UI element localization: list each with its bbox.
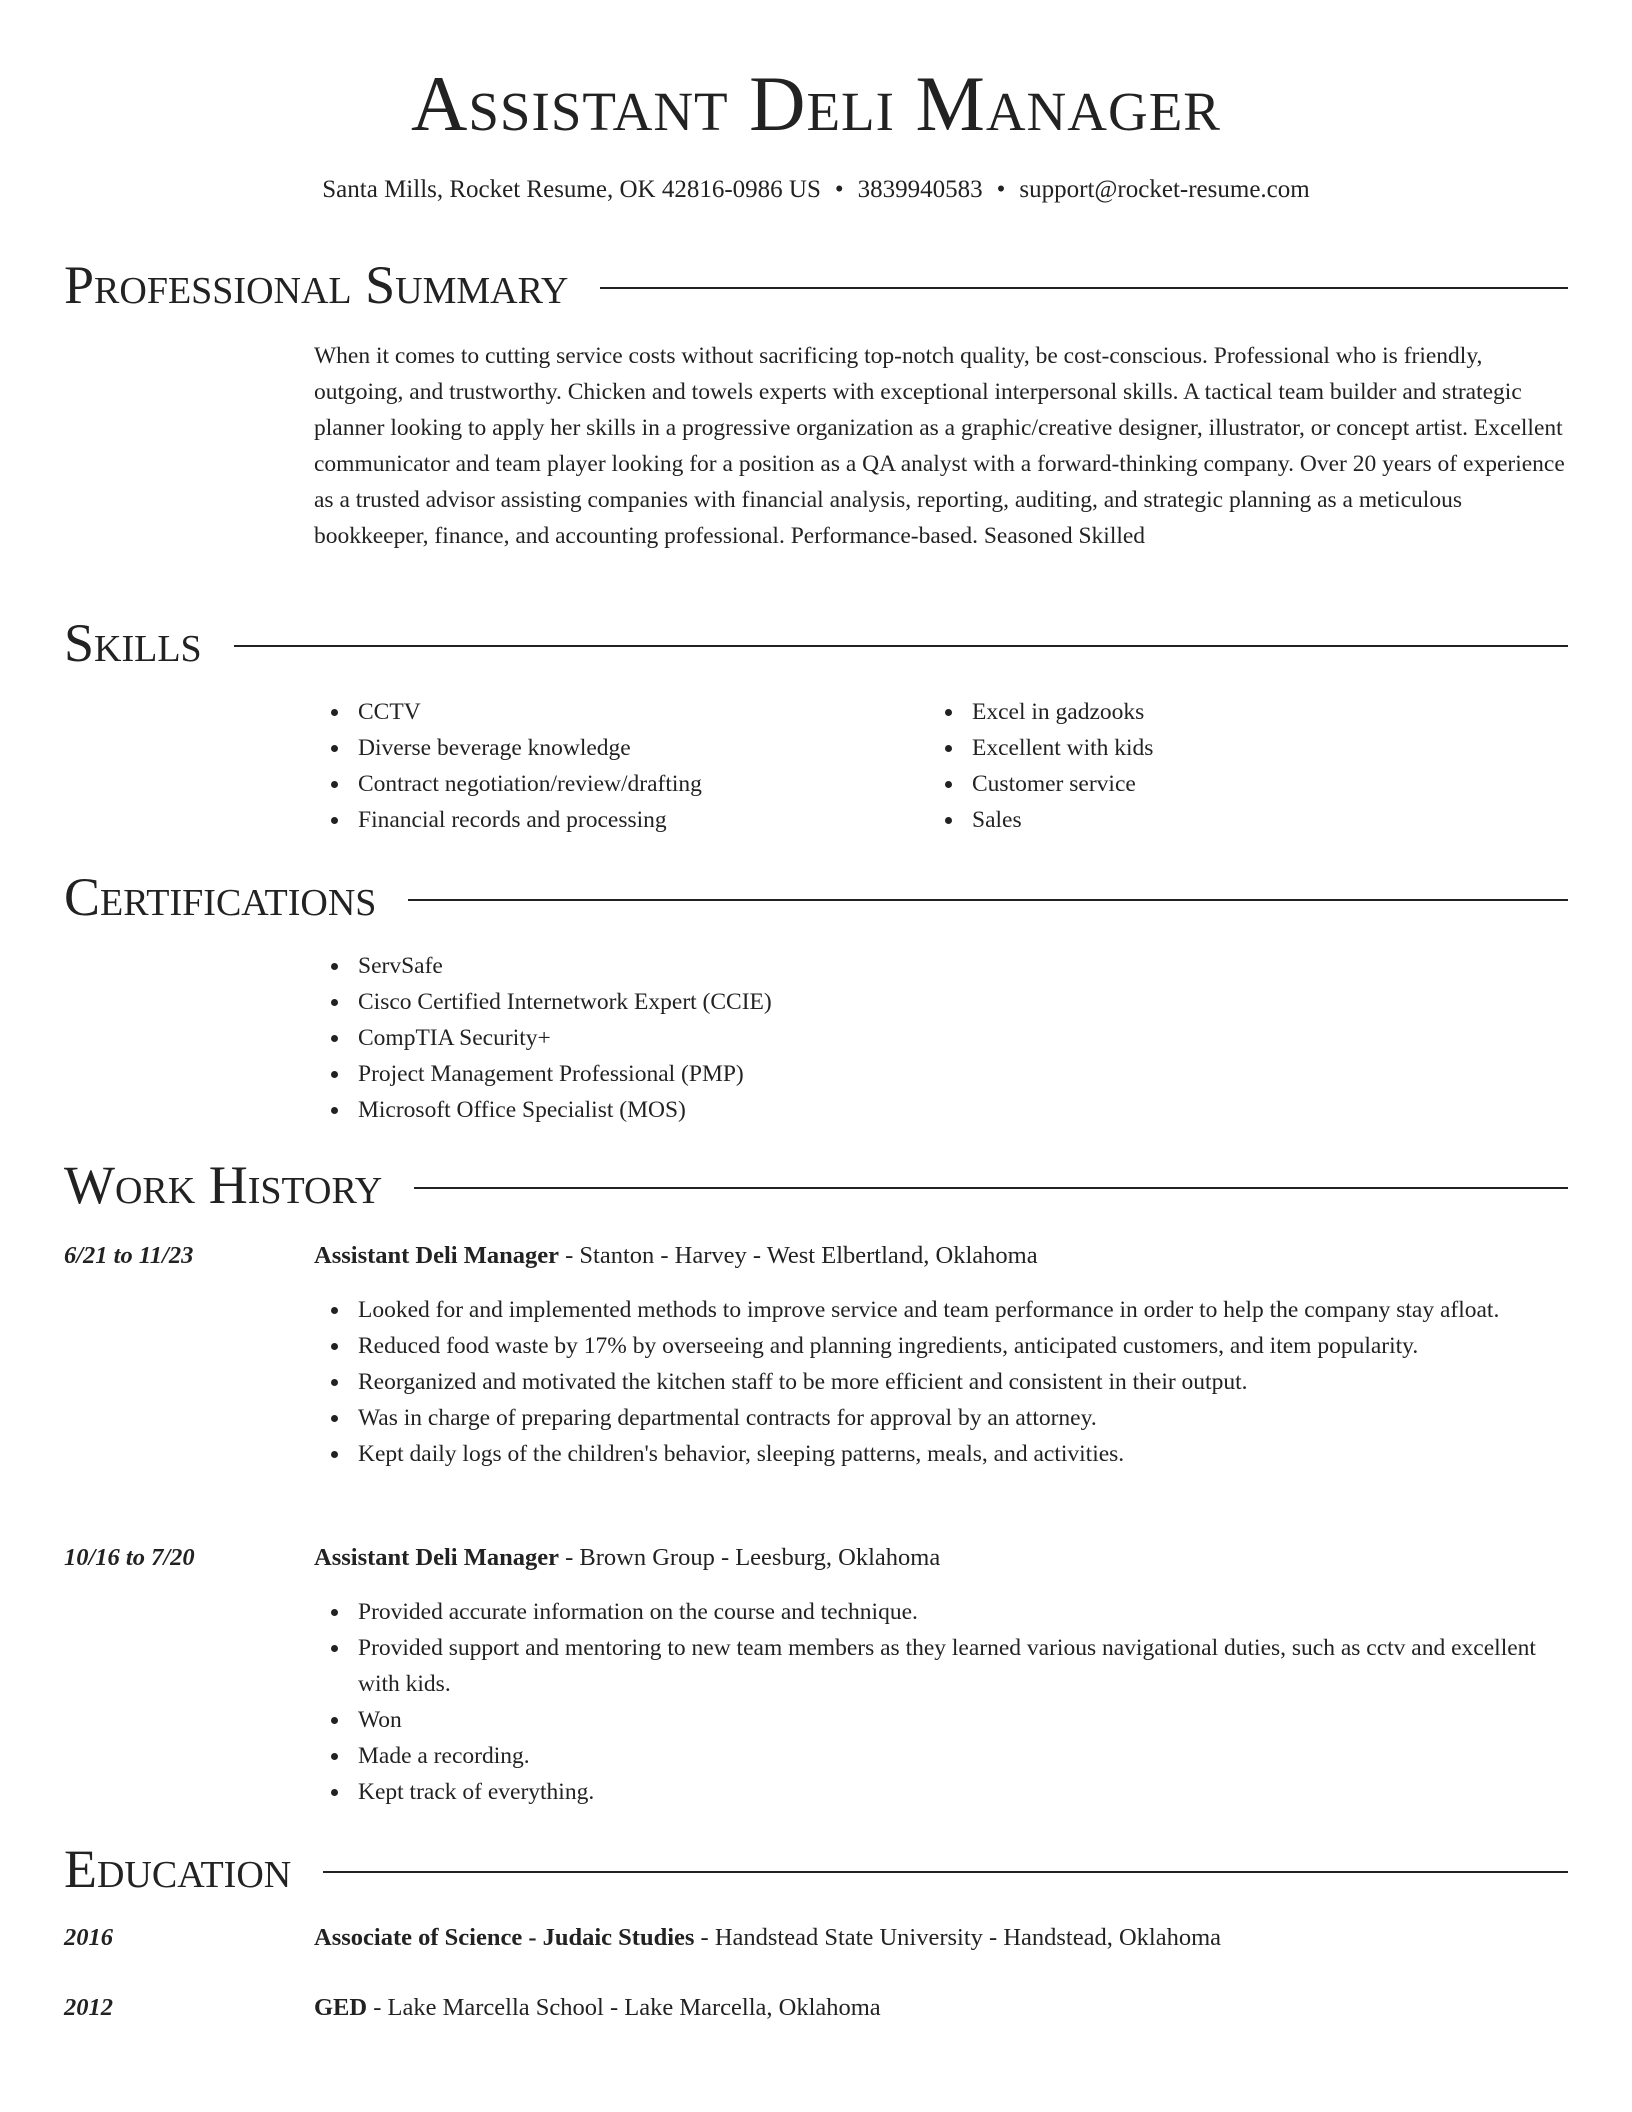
- job-bullet: Reduced food waste by 17% by overseeing and planning ingredients, anticipated customers, and item popularity.: [314, 1328, 1570, 1364]
- section-title-work-history: Work History: [64, 1155, 383, 1215]
- education-degree: GED: [314, 1994, 368, 2021]
- education-school-location: - Lake Marcella School - Lake Marcella, Oklahoma: [367, 1994, 881, 2021]
- section-header-education: [64, 1834, 1568, 1904]
- education-school-location: - Handstead State University - Handstead, Oklahoma: [694, 1924, 1222, 1951]
- job-bullet: Won: [314, 1702, 1570, 1738]
- section-title-certifications: Certifications: [64, 867, 377, 927]
- education-year: 2016: [64, 1924, 113, 1951]
- skills-column-right: [928, 694, 1528, 838]
- job-title-line: [314, 1238, 1570, 1274]
- job-bullet: Kept daily logs of the children's behavior, sleeping patterns, meals, and activities.: [314, 1436, 1570, 1472]
- job-employer-location: - Stanton - Harvey - West Elbertland, Oklahoma: [558, 1242, 1038, 1269]
- job-bullet: Was in charge of preparing departmental contracts for approval by an attorney.: [314, 1400, 1570, 1436]
- section-title-skills: Skills: [64, 613, 202, 673]
- section-header-work-history: [64, 1150, 1568, 1220]
- summary-text: When it comes to cutting service costs without sacrificing top-notch quality, be cost-conscious. Professional who is friendly, outgoing, and trustworthy. Chicken and towels experts with exceptional interpersonal skills. A tactical team builder and strategic planner looking to apply her skills in a progressive organization as a graphic/creative designer, illustrator, or concept artist. Excellent communicator and team player looking for a position as a QA analyst with a forward-thinking company. Over 20 years of experience as a trusted advisor assisting companies with financial analysis, reporting, auditing, and strategic planning as a meticulous bookkeeper, finance, and accounting professional. Performance-based. Seasoned Skilled: [314, 343, 1565, 549]
- skill-item: Diverse beverage knowledge: [314, 730, 914, 766]
- skill-item: Sales: [928, 802, 1528, 838]
- job-bullet: Kept track of everything.: [314, 1774, 1570, 1810]
- section-header-certifications: [64, 862, 1568, 932]
- contact-separator: •: [996, 176, 1006, 203]
- section-divider: [414, 1187, 1568, 1189]
- contact-line: [0, 172, 1632, 208]
- education-year: 2012: [64, 1994, 113, 2021]
- contact-email: support@rocket-resume.com: [1019, 176, 1310, 203]
- section-divider: [600, 287, 1568, 289]
- job-title-line: [314, 1540, 1570, 1576]
- skill-item: Excel in gadzooks: [928, 694, 1528, 730]
- section-divider: [323, 1871, 1568, 1873]
- job-bullet: Made a recording.: [314, 1738, 1570, 1774]
- certification-item: CompTIA Security+: [314, 1020, 1570, 1056]
- job-dates: 6/21 to 11/23: [64, 1242, 194, 1269]
- skill-item: Financial records and processing: [314, 802, 914, 838]
- section-header-summary: [64, 250, 1568, 320]
- skill-item: Customer service: [928, 766, 1528, 802]
- job-employer-location: - Brown Group - Leesburg, Oklahoma: [558, 1544, 941, 1571]
- skill-item: CCTV: [314, 694, 914, 730]
- job-responsibilities: [314, 1292, 1570, 1472]
- contact-separator: •: [834, 176, 844, 203]
- section-title-education: Education: [64, 1839, 292, 1899]
- skill-item: Excellent with kids: [928, 730, 1528, 766]
- section-divider: [408, 899, 1568, 901]
- certification-item: Project Management Professional (PMP): [314, 1056, 1570, 1092]
- certification-item: Microsoft Office Specialist (MOS): [314, 1092, 1570, 1128]
- job-bullet: Reorganized and motivated the kitchen staff to be more efficient and consistent in their output.: [314, 1364, 1570, 1400]
- certification-item: ServSafe: [314, 948, 1570, 984]
- certifications-list: [314, 948, 1570, 1128]
- job-bullet: Looked for and implemented methods to improve service and team performance in order to help the company stay afloat.: [314, 1292, 1570, 1328]
- section-title-summary: Professional Summary: [64, 255, 569, 315]
- job-bullet: Provided accurate information on the course and technique.: [314, 1594, 1570, 1630]
- job-dates: 10/16 to 7/20: [64, 1544, 195, 1571]
- education-line: [314, 1920, 1570, 1956]
- skills-column-left: [314, 694, 914, 838]
- job-title: Assistant Deli Manager: [314, 1544, 559, 1571]
- education-line: [314, 1990, 1570, 2026]
- contact-phone: 3839940583: [857, 176, 983, 203]
- contact-address: Santa Mills, Rocket Resume, OK 42816-0986 US: [322, 176, 821, 203]
- education-degree: Associate of Science - Judaic Studies: [314, 1924, 695, 1951]
- job-responsibilities: [314, 1594, 1570, 1810]
- candidate-name: Assistant Deli Manager: [411, 60, 1221, 147]
- certification-item: Cisco Certified Internetwork Expert (CCIE): [314, 984, 1570, 1020]
- section-header-skills: [64, 608, 1568, 678]
- section-divider: [234, 645, 1568, 647]
- job-bullet: Provided support and mentoring to new team members as they learned various navigational duties, such as cctv and excellent with kids.: [314, 1630, 1570, 1702]
- job-title: Assistant Deli Manager: [314, 1242, 559, 1269]
- skill-item: Contract negotiation/review/drafting: [314, 766, 914, 802]
